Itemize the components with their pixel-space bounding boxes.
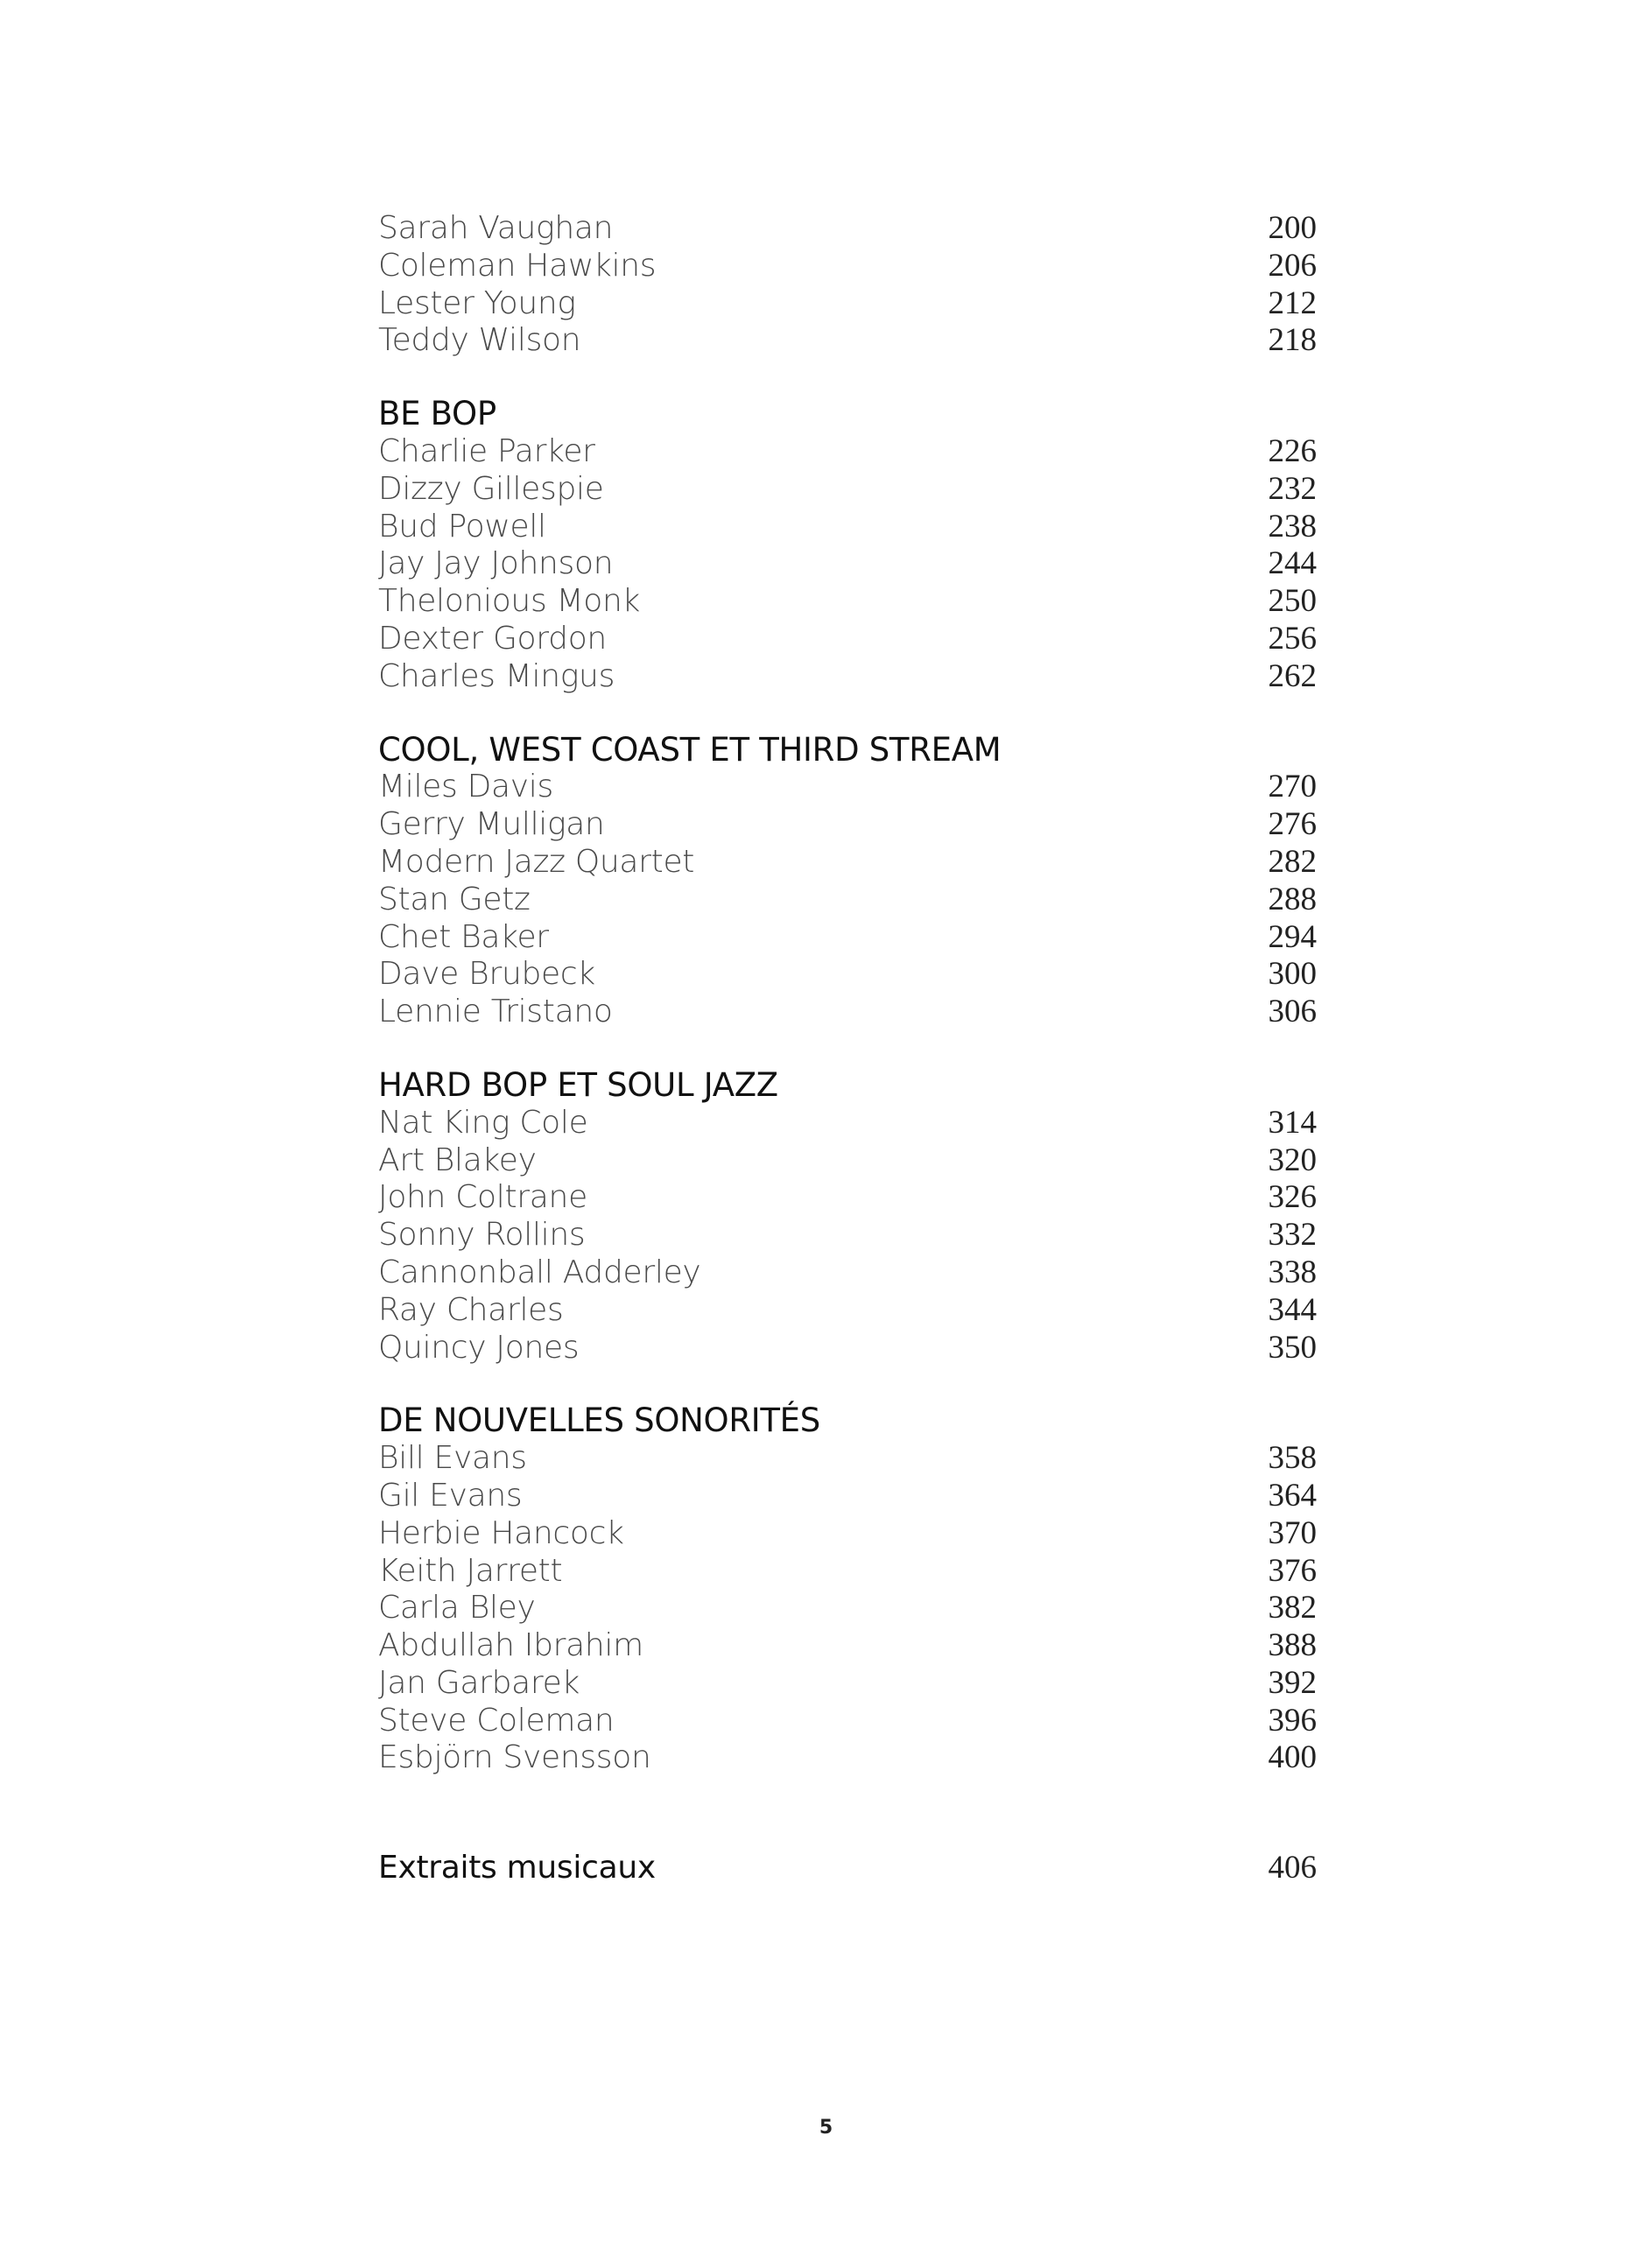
toc-entry [378,1330,1324,1367]
toc-entry-name: Sarah Vaughan [378,210,614,246]
toc-entry-name: Dexter Gordon [378,620,607,657]
toc-entry [378,1478,1324,1515]
toc-entry-name: Quincy Jones [378,1329,580,1366]
toc-entry-page: 226 [1268,432,1317,469]
toc-entry [378,210,1324,248]
table-of-contents [378,210,1324,1777]
toc-entry-name: Nat King Cole [378,1104,588,1141]
toc-entry-name: Teddy Wilson [378,322,581,359]
toc-entry-name: Jay Jay Johnson [378,545,614,582]
toc-entry [378,1440,1324,1478]
toc-entry [378,844,1324,882]
toc-entry-name: Abdullah Ibrahim [378,1627,643,1664]
toc-entry-page: 262 [1268,657,1317,694]
toc-entry-name: Lennie Tristano [378,994,613,1030]
toc-entry-name: Extraits musicaux [378,1850,656,1886]
toc-entry [378,1739,1324,1777]
toc-entry-page: 400 [1268,1739,1317,1776]
toc-entry-page: 332 [1268,1217,1317,1254]
toc-entry-name: Esbjörn Svensson [378,1739,651,1776]
toc-entry [378,248,1324,285]
toc-entry [378,1590,1324,1627]
toc-entry [378,1627,1324,1665]
toc-entry-page: 294 [1268,918,1317,955]
toc-entry-page: 382 [1268,1590,1317,1626]
toc-entry-page: 358 [1268,1440,1317,1477]
toc-entry-page: 300 [1268,956,1317,993]
toc-entry [378,545,1324,583]
toc-entry-page: 238 [1268,508,1317,544]
toc-entry [378,1553,1324,1591]
toc-entry-page: 326 [1268,1179,1317,1216]
toc-entry-name: Art Blakey [378,1142,537,1178]
toc-entry-page: 406 [1268,1850,1317,1886]
toc-entry [378,1515,1324,1553]
toc-entry-page: 200 [1268,210,1317,246]
toc-entry-name: Gil Evans [378,1477,523,1514]
toc-entry-page: 388 [1268,1627,1317,1664]
section-heading: BE BOP [378,395,496,433]
toc-section [378,1067,1324,1366]
toc-entry-name: Dave Brubeck [378,956,595,993]
toc-entry-page: 344 [1268,1291,1317,1328]
toc-entry [378,1665,1324,1703]
toc-entry-name: Lester Young [378,285,576,321]
toc-entry [378,1179,1324,1217]
toc-entry-page: 314 [1268,1104,1317,1141]
toc-entry-name: Steve Coleman [378,1702,615,1739]
toc-entry-page: 320 [1268,1142,1317,1178]
section-heading: COOL, WEST COAST ET THIRD STREAM [378,730,1002,769]
toc-entry-name: John Coltrane [378,1179,587,1216]
toc-entry [378,1254,1324,1292]
toc-entry [378,956,1324,994]
toc-section [378,210,1324,360]
toc-entry-name: Charles Mingus [378,657,615,694]
toc-entry-name: Carla Bley [378,1590,536,1626]
page-number: 5 [819,2117,833,2139]
toc-entry-name: Keith Jarrett [378,1552,563,1589]
toc-entry-page: 232 [1268,470,1317,507]
toc-entry [378,658,1324,696]
toc-entry-name: Sonny Rollins [378,1217,586,1254]
toc-entry-page: 276 [1268,806,1317,843]
toc-entry [378,322,1324,360]
toc-entry [378,621,1324,658]
toc-entry-page: 350 [1268,1329,1317,1366]
toc-entry-name: Modern Jazz Quartet [378,843,695,880]
toc-entry [378,1292,1324,1330]
toc-section [378,396,1324,695]
toc-entry-name: Bud Powell [378,508,546,544]
toc-entry [378,919,1324,957]
toc-entry-name: Ray Charles [378,1291,564,1328]
toc-final-entry [378,1849,1324,1886]
toc-entry [378,1217,1324,1254]
toc-entry-page: 306 [1268,994,1317,1030]
toc-entry-page: 212 [1268,285,1317,321]
toc-entry-name: Coleman Hawkins [378,247,657,284]
toc-entry [378,769,1324,806]
toc-entry-page: 288 [1268,881,1317,917]
toc-entry-name: Miles Davis [378,769,553,805]
toc-entry [378,509,1324,546]
toc-entry-name: Stan Getz [378,881,531,917]
toc-entry-page: 338 [1268,1254,1317,1290]
toc-entry-name: Charlie Parker [378,432,595,469]
toc-entry [378,433,1324,471]
toc-entry-page: 250 [1268,583,1317,620]
toc-entry [378,285,1324,323]
toc-entry-page: 244 [1268,545,1317,582]
toc-entry-name: Herbie Hancock [378,1514,624,1551]
toc-entry [378,806,1324,844]
toc-entry-page: 218 [1268,322,1317,359]
toc-entry-page: 256 [1268,620,1317,657]
toc-entry [378,1105,1324,1142]
toc-entry-page: 206 [1268,247,1317,284]
section-heading: DE NOUVELLES SONORITÉS [378,1402,820,1440]
toc-entry [378,882,1324,919]
toc-entry-page: 370 [1268,1514,1317,1551]
toc-entry-page: 392 [1268,1664,1317,1701]
toc-entry-name: Cannonball Adderley [378,1254,701,1290]
toc-entry-name: Bill Evans [378,1440,527,1477]
toc-section [378,732,1324,1031]
toc-entry-page: 282 [1268,843,1317,880]
toc-section [378,1402,1324,1777]
toc-entry-name: Thelonious Monk [378,583,641,620]
toc-entry [378,583,1324,621]
toc-entry [378,994,1324,1031]
section-heading: HARD BOP ET SOUL JAZZ [378,1065,778,1104]
toc-entry-name: Chet Baker [378,918,549,955]
toc-entry-page: 376 [1268,1552,1317,1589]
toc-entry [378,1142,1324,1180]
toc-entry [378,471,1324,509]
toc-entry [378,1703,1324,1740]
toc-entry-page: 396 [1268,1702,1317,1739]
toc-entry-name: Gerry Mulligan [378,806,605,843]
toc-entry-page: 270 [1268,769,1317,805]
toc-entry-page: 364 [1268,1477,1317,1514]
toc-entry-name: Dizzy Gillespie [378,470,604,507]
toc-entry-name: Jan Garbarek [378,1664,580,1701]
